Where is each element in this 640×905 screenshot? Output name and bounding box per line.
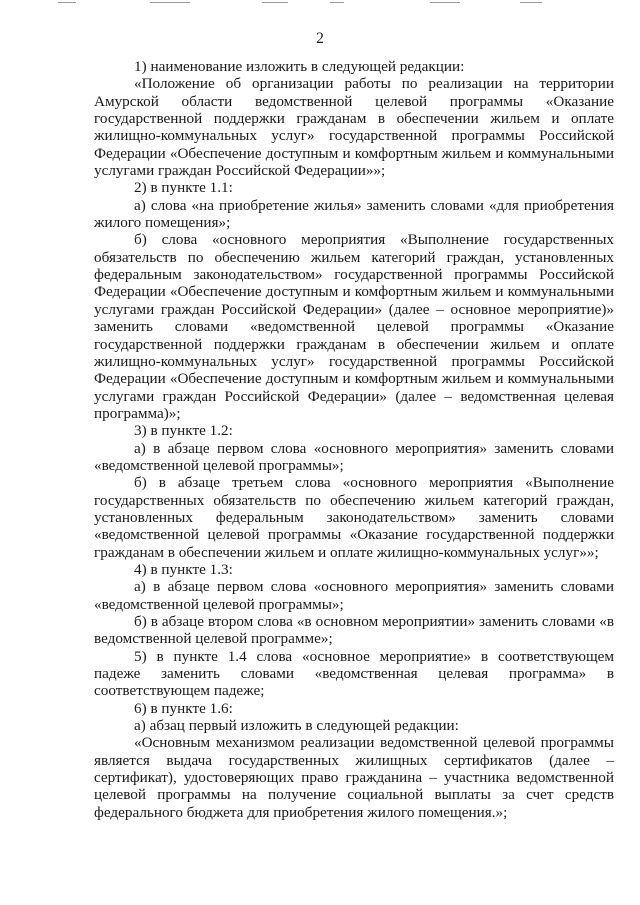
paragraph: 2) в пункте 1.1: — [134, 179, 233, 197]
paragraph: 1) наименование изложить в следующей редакции: — [134, 58, 465, 75]
scan-mark — [262, 2, 288, 3]
paragraph: «Положение об организации работы по реализации на территории Амурской области ведомственной целевой программы «Оказание государственной поддержки гражданам в обеспечении жильем и оплате жилищно-коммунальных услуг» государственной программы Российской Федерации «Обеспечение доступным и комфортным жильем и коммунальными услугами граждан Российской Федерации»»; — [94, 75, 614, 180]
paragraph: а) слова «на приобретение жилья» заменить словами «для приобретения жилого помещения»; — [94, 196, 614, 232]
paragraph: 6) в пункте 1.6: — [134, 699, 233, 717]
scan-mark — [330, 2, 344, 3]
scan-mark — [430, 2, 460, 3]
paragraph: б) слова «основного мероприятия «Выполнение государственных обязательств по обеспечению жильем категорий граждан, установленных федеральным законодательством» государственной программы Российской Федерации «Обеспечение доступным и комфортным жильем и коммунальными услугами граждан Российской Федерации» (далее – основное мероприятие)» заменить словами «ведомственной целевой программы «Оказание государственной поддержки гражданам в обеспечении жильем и оплате жилищно-коммунальных услуг» государственной программы Российской Федерации «Обеспечение доступным и комфортным жильем и коммунальными услугами граждан Российской Федерации» (далее – ведомственная целевая программа)»; — [94, 231, 614, 422]
scan-mark — [150, 2, 190, 3]
paragraph: б) в абзаце втором слова «в основном мероприятии» заменить словами «в ведомственной целевой программе»; — [94, 613, 614, 648]
paragraph: 5) в пункте 1.4 слова «основное мероприятие» в соответствующем падеже заменить словами «ведомственная целевая программа» в соответствующем падеже; — [94, 647, 614, 700]
document-body — [94, 58, 614, 821]
page-number: 2 — [316, 30, 324, 47]
scan-top-edge-marks — [0, 0, 640, 6]
paragraph: а) абзац первый изложить в следующей редакции: — [134, 717, 459, 735]
scan-mark — [520, 2, 542, 3]
paragraph: а) в абзаце первом слова «основного мероприятия» заменить словами «ведомственной целевой программы»; — [94, 439, 614, 474]
paragraph: «Основным механизмом реализации ведомственной целевой программы является выдача государственных жилищных сертификатов (далее – сертификат), удостоверяющих право гражданина – участника ведомственной целевой программы на получение социальной выплаты за счет средств федерального бюджета для приобретения жилого помещения.»; — [94, 734, 614, 821]
paragraph: б) в абзаце третьем слова «основного мероприятия «Выполнение государственных обязательств по обеспечению жильем категорий граждан, установленных федеральным законодательством» заменить словами «ведомственной целевой программы «Оказание государственной поддержки гражданам в обеспечении жильем и оплате жилищно-коммунальных услуг»»; — [94, 474, 614, 561]
paragraph: 4) в пункте 1.3: — [134, 560, 233, 578]
paragraph: а) в абзаце первом слова «основного мероприятия» заменить словами «ведомственной целевой программы»; — [94, 578, 614, 613]
paragraph: 3) в пункте 1.2: — [134, 422, 233, 440]
scan-mark — [58, 2, 76, 3]
